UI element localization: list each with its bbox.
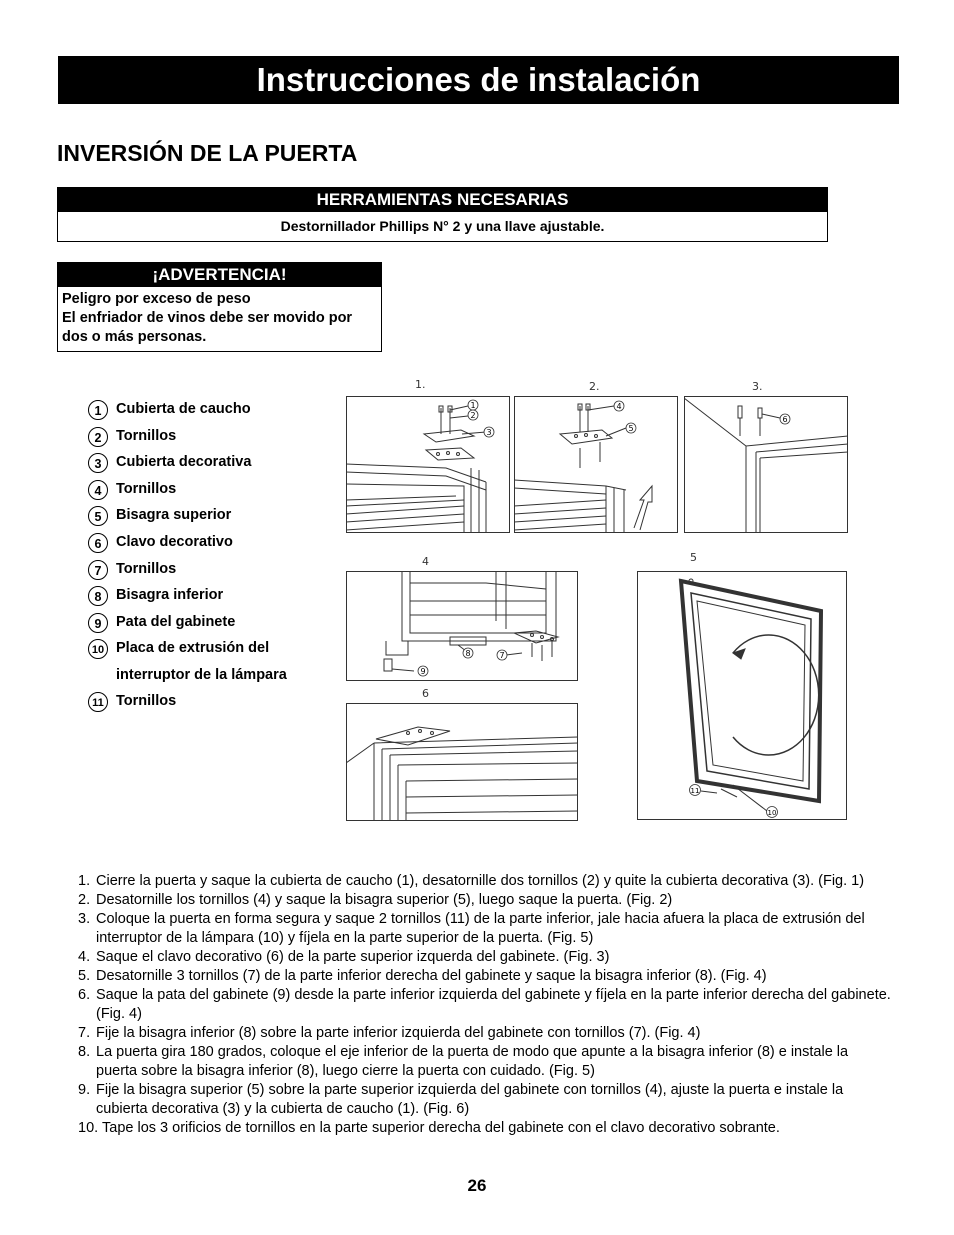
figure-2-callouts xyxy=(514,396,678,533)
part-label: Placa de extrusión del interruptor de la lámpara xyxy=(116,640,287,683)
part-label: Bisagra inferior xyxy=(116,587,224,604)
step-item xyxy=(78,872,893,891)
part-label: Tornillos xyxy=(116,427,177,444)
part-item xyxy=(88,398,338,425)
part-item xyxy=(88,584,338,611)
figure-5-callouts xyxy=(637,571,847,820)
part-item xyxy=(88,425,338,452)
figure-4-callouts xyxy=(346,571,578,681)
figure-1-callouts xyxy=(346,396,510,533)
step-number: 2. xyxy=(78,892,91,908)
part-item xyxy=(88,531,338,558)
part-number: 10 xyxy=(88,639,108,659)
step-number: 4. xyxy=(78,949,91,965)
part-label: Tornillos xyxy=(116,560,177,577)
tools-heading: HERRAMIENTAS NECESARIAS xyxy=(58,188,827,212)
callout-number: 9 xyxy=(420,667,426,676)
step-item xyxy=(78,1024,893,1043)
step-item xyxy=(78,1081,893,1119)
part-item xyxy=(88,637,338,690)
warning-line: dos o más personas. xyxy=(62,329,207,345)
part-label: Bisagra superior xyxy=(116,507,232,524)
part-item xyxy=(88,478,338,505)
callout-number: 5 xyxy=(628,424,634,433)
warning-line: Peligro por exceso de peso xyxy=(62,291,251,307)
step-number: 6. xyxy=(78,987,91,1003)
page-number: 26 xyxy=(467,1176,487,1195)
step-item xyxy=(78,948,893,967)
part-label: Pata del gabinete xyxy=(116,613,236,630)
part-number: 3 xyxy=(88,453,108,473)
step-text: Cierre la puerta y saque la cubierta de caucho (1), desatornille dos tornillos (2) y quite la cubierta decorativa (3). (Fig. 1) xyxy=(96,873,865,889)
part-number: 9 xyxy=(88,613,108,633)
part-label: Tornillos xyxy=(116,480,177,497)
part-label: Cubierta de caucho xyxy=(116,401,251,417)
step-text: Saque la pata del gabinete (9) desde la parte inferior izquierda del gabinete y fíjela en la parte inferior derecha del gabinete. (Fig. 4) xyxy=(96,987,891,1022)
step-text: Tape los 3 orificios de tornillos en la parte superior derecha del gabinete con el clavo decorativo sobrante. xyxy=(102,1120,780,1136)
figure-3-label: 3. xyxy=(752,380,763,393)
callout-number: 6 xyxy=(782,415,788,424)
figure-1-label: 1. xyxy=(415,378,426,391)
part-number: 6 xyxy=(88,533,108,553)
callout-number: 1 xyxy=(470,401,476,410)
step-item xyxy=(78,1043,893,1081)
step-item xyxy=(78,967,893,986)
step-item xyxy=(78,891,893,910)
part-number: 5 xyxy=(88,506,108,526)
figure-4-label: 4 xyxy=(422,555,429,568)
step-item xyxy=(78,1119,893,1138)
figure-2-label: 2. xyxy=(589,380,600,393)
step-number: 7. xyxy=(78,1025,91,1041)
part-item xyxy=(88,504,338,531)
step-number: 1. xyxy=(78,873,91,889)
part-number: 1 xyxy=(88,400,108,420)
part-number: 11 xyxy=(88,692,108,712)
callout-number: 10 xyxy=(767,809,777,817)
step-number: 9. xyxy=(78,1082,91,1098)
warning-heading: ¡ADVERTENCIA! xyxy=(58,263,381,287)
part-item xyxy=(88,558,338,585)
step-text: Coloque la puerta en forma segura y saque 2 tornillos (11) de la parte inferior, jale hacia afuera la placa de extrusión del interruptor de la lámpara (10) y fíjela en la parte superior de la puerta. (Fig. 5) xyxy=(96,911,865,946)
callout-number: 2 xyxy=(470,411,476,420)
figure-6-illustration xyxy=(346,703,578,821)
step-text: Desatornille 3 tornillos (7) de la parte inferior derecha del gabinete y saque la bisagra inferior (8). (Fig. 4) xyxy=(96,968,767,984)
tools-box xyxy=(57,187,828,242)
step-text: Fije la bisagra inferior (8) sobre la parte inferior izquierda del gabinete con tornillos (7). (Fig. 4) xyxy=(96,1025,701,1041)
part-item xyxy=(88,611,338,638)
callout-number: 3 xyxy=(486,428,492,437)
callout-number: 8 xyxy=(465,649,471,658)
part-label: Clavo decorativo xyxy=(116,533,233,550)
instruction-steps xyxy=(78,872,893,1138)
step-number: 8. xyxy=(78,1044,91,1060)
part-number: 7 xyxy=(88,560,108,580)
step-item xyxy=(78,910,893,948)
figure-3-callouts xyxy=(684,396,848,533)
tools-text: Destornillador Phillips N° 2 y una llave ajustable. xyxy=(280,218,605,234)
step-item xyxy=(78,986,893,1024)
step-number: 3. xyxy=(78,911,91,927)
part-number: 8 xyxy=(88,586,108,606)
figure-5-label: 5 xyxy=(690,551,697,564)
step-text: Desatornille los tornillos (4) y saque la bisagra superior (5), luego saque la puerta. (Fig. 2) xyxy=(96,892,673,908)
page-title: Instrucciones de instalación xyxy=(58,56,899,104)
part-item xyxy=(88,690,338,717)
part-label: Cubierta decorativa xyxy=(116,454,252,471)
parts-list xyxy=(88,398,338,717)
step-text: Fije la bisagra superior (5) sobre la parte superior izquierda del gabinete con tornillos (4), ajuste la puerta e instale la cubierta decorativa (3) y la cubierta de caucho (1). (Fig. 6) xyxy=(96,1082,844,1117)
section-heading: INVERSIÓN DE LA PUERTA xyxy=(57,140,358,166)
step-number: 5. xyxy=(78,968,91,984)
step-text: La puerta gira 180 grados, coloque el eje inferior de la puerta de modo que apunte a la bisagra inferior (8) e instale la puerta sobre la bisagra inferior (8), luego cierre la puerta con cuidado. (Fig. 5) xyxy=(96,1044,849,1079)
warning-box xyxy=(57,262,382,352)
part-item xyxy=(88,451,338,478)
callout-number: 7 xyxy=(499,651,505,660)
warning-body xyxy=(58,287,381,347)
step-number: 10. xyxy=(78,1120,99,1136)
warning-line: El enfriador de vinos debe ser movido por xyxy=(62,310,353,326)
step-text: Saque el clavo decorativo (6) de la parte superior izquerda del gabinete. (Fig. 3) xyxy=(96,949,610,965)
figure-6-label: 6 xyxy=(422,687,429,700)
part-label: Tornillos xyxy=(116,693,177,710)
part-number: 4 xyxy=(88,480,108,500)
callout-number: 11 xyxy=(690,787,700,795)
callout-number: 4 xyxy=(616,402,622,411)
part-number: 2 xyxy=(88,427,108,447)
